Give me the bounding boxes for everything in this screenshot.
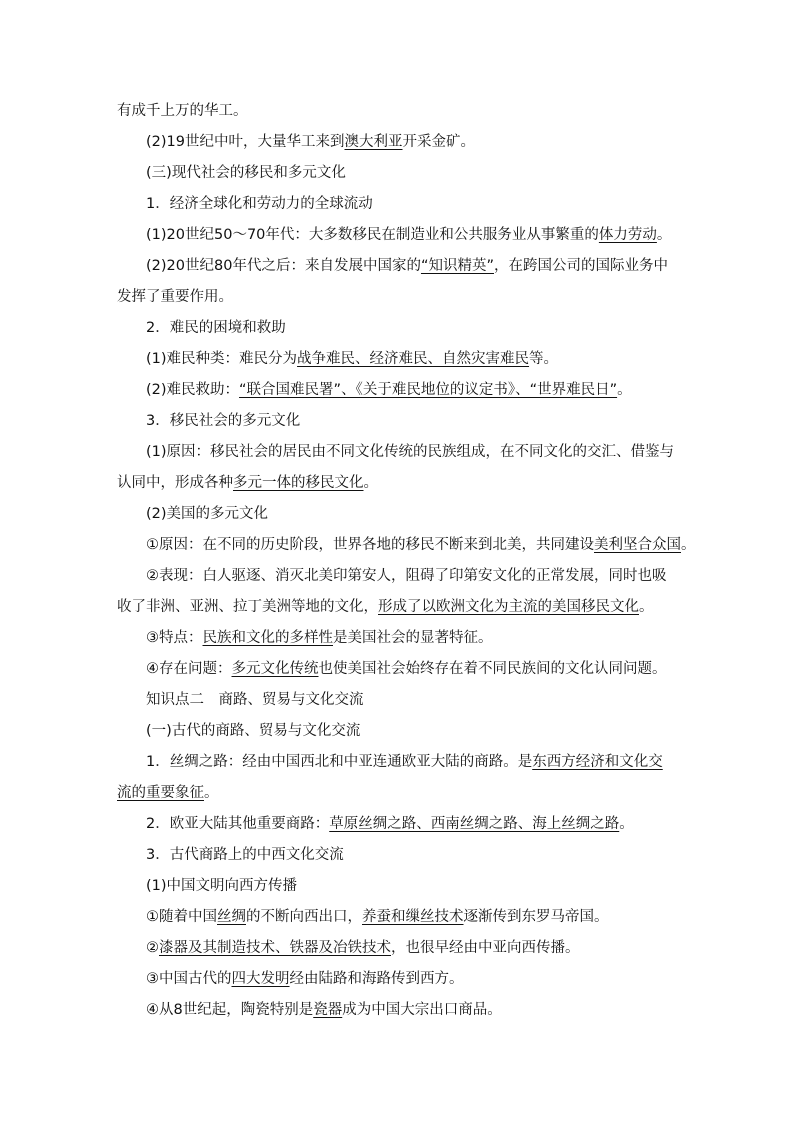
subsection-heading: 3．移民社会的多元文化 — [146, 413, 301, 429]
paragraph: (2)20世纪80年代之后：来自发展中国家的“知识精英”，在跨国公司的国际业务中发挥了重要作用。 — [117, 258, 668, 305]
paragraph: (1)原因：移民社会的居民由不同文化传统的民族组成，在不同文化的交汇、借鉴与认同中，形成各种多元一体的移民文化。 — [117, 444, 675, 491]
paragraph: ①原因：在不同的历史阶段，世界各地的移民不断来到北美，共同建设美利坚合众国。 — [146, 537, 696, 553]
underlined-answer: 四大发明 — [231, 971, 290, 987]
section-heading: (三)现代社会的移民和多元文化 — [146, 165, 346, 181]
paragraph: (1)20世纪50～70年代：大多数移民在制造业和公共服务业从事繁重的体力劳动。 — [146, 227, 672, 243]
paragraph: ①随着中国丝绸的不断向西出口，养蚕和缫丝技术逐渐传到东罗马帝国。 — [146, 909, 609, 925]
paragraph: (2)美国的多元文化 — [146, 506, 269, 522]
paragraph: 有成千上万的华工。 — [117, 103, 248, 119]
paragraph: ④存在问题：多元文化传统也使美国社会始终存在着不同民族间的文化认同问题。 — [146, 661, 667, 677]
underlined-answer: 美利坚合众国 — [594, 537, 681, 553]
document-body — [117, 96, 696, 1026]
paragraph: (2)19世纪中叶，大量华工来到澳大利亚开采金矿。 — [146, 134, 475, 150]
paragraph: ③中国古代的四大发明经由陆路和海路传到西方。 — [146, 971, 464, 987]
underlined-answer: 草原丝绸之路、西南丝绸之路、海上丝绸之路 — [329, 816, 620, 832]
underlined-answer: 瓷器 — [313, 1002, 343, 1018]
underlined-answer: 多元一体的移民文化 — [233, 475, 364, 491]
underlined-answer: 战争难民、经济难民、自然灾害难民 — [297, 351, 530, 367]
paragraph: ②表现：白人驱逐、消灭北美印第安人，阻碍了印第安文化的正常发展，同时也吸收了非洲、亚洲、拉丁美洲等地的文化，形成了以欧洲文化为主流的美国移民文化。 — [117, 568, 667, 615]
subsection-heading: 3．古代商路上的中西文化交流 — [146, 847, 344, 863]
underlined-answer: 丝绸 — [217, 909, 246, 925]
subsection-heading: 2．难民的困境和救助 — [146, 320, 286, 336]
underlined-answer: 体力劳动 — [598, 227, 657, 243]
underlined-answer: 多元文化传统 — [231, 661, 319, 677]
paragraph: (1)中国文明向西方传播 — [146, 878, 298, 894]
section-heading: (一)古代的商路、贸易与文化交流 — [146, 723, 361, 739]
paragraph: (1)难民种类：难民分为战争难民、经济难民、自然灾害难民等。 — [146, 351, 559, 367]
underlined-answer: “知识精英” — [420, 258, 494, 274]
underlined-answer: 养蚕和缫丝技术 — [362, 909, 464, 925]
subsection-heading: 1．经济全球化和劳动力的全球流动 — [146, 196, 373, 212]
underlined-answer: 民族和文化的多样性 — [202, 630, 333, 646]
paragraph: (2)难民救助：“联合国难民署”、《关于难民地位的议定书》、“世界难民日”。 — [146, 382, 632, 398]
paragraph: 2．欧亚大陆其他重要商路：草原丝绸之路、西南丝绸之路、海上丝绸之路。 — [146, 816, 634, 832]
knowledge-point-heading: 知识点二 商路、贸易与文化交流 — [146, 692, 364, 708]
paragraph: ③特点：民族和文化的多样性是美国社会的显著特征。 — [146, 630, 493, 646]
underlined-answer: 漆器及其制造技术、铁器及冶铁技术 — [159, 940, 391, 956]
underlined-answer: 澳大利亚 — [344, 134, 403, 150]
underlined-answer: 形成了以欧洲文化为主流的美国移民文化 — [378, 599, 639, 615]
paragraph: ④从8世纪起，陶瓷特别是瓷器成为中国大宗出口商品。 — [146, 1002, 502, 1018]
paragraph: ②漆器及其制造技术、铁器及冶铁技术，也很早经由中亚向西传播。 — [146, 940, 580, 956]
paragraph: 1．丝绸之路：经由中国西北和中亚连通欧亚大陆的商路。是东西方经济和文化交流的重要象征。 — [117, 754, 663, 801]
underlined-answer: “联合国难民署”、《关于难民地位的议定书》、“世界难民日” — [239, 382, 618, 398]
underlined-answer: 东西方经济和文化交流的重要象征 — [117, 754, 663, 801]
